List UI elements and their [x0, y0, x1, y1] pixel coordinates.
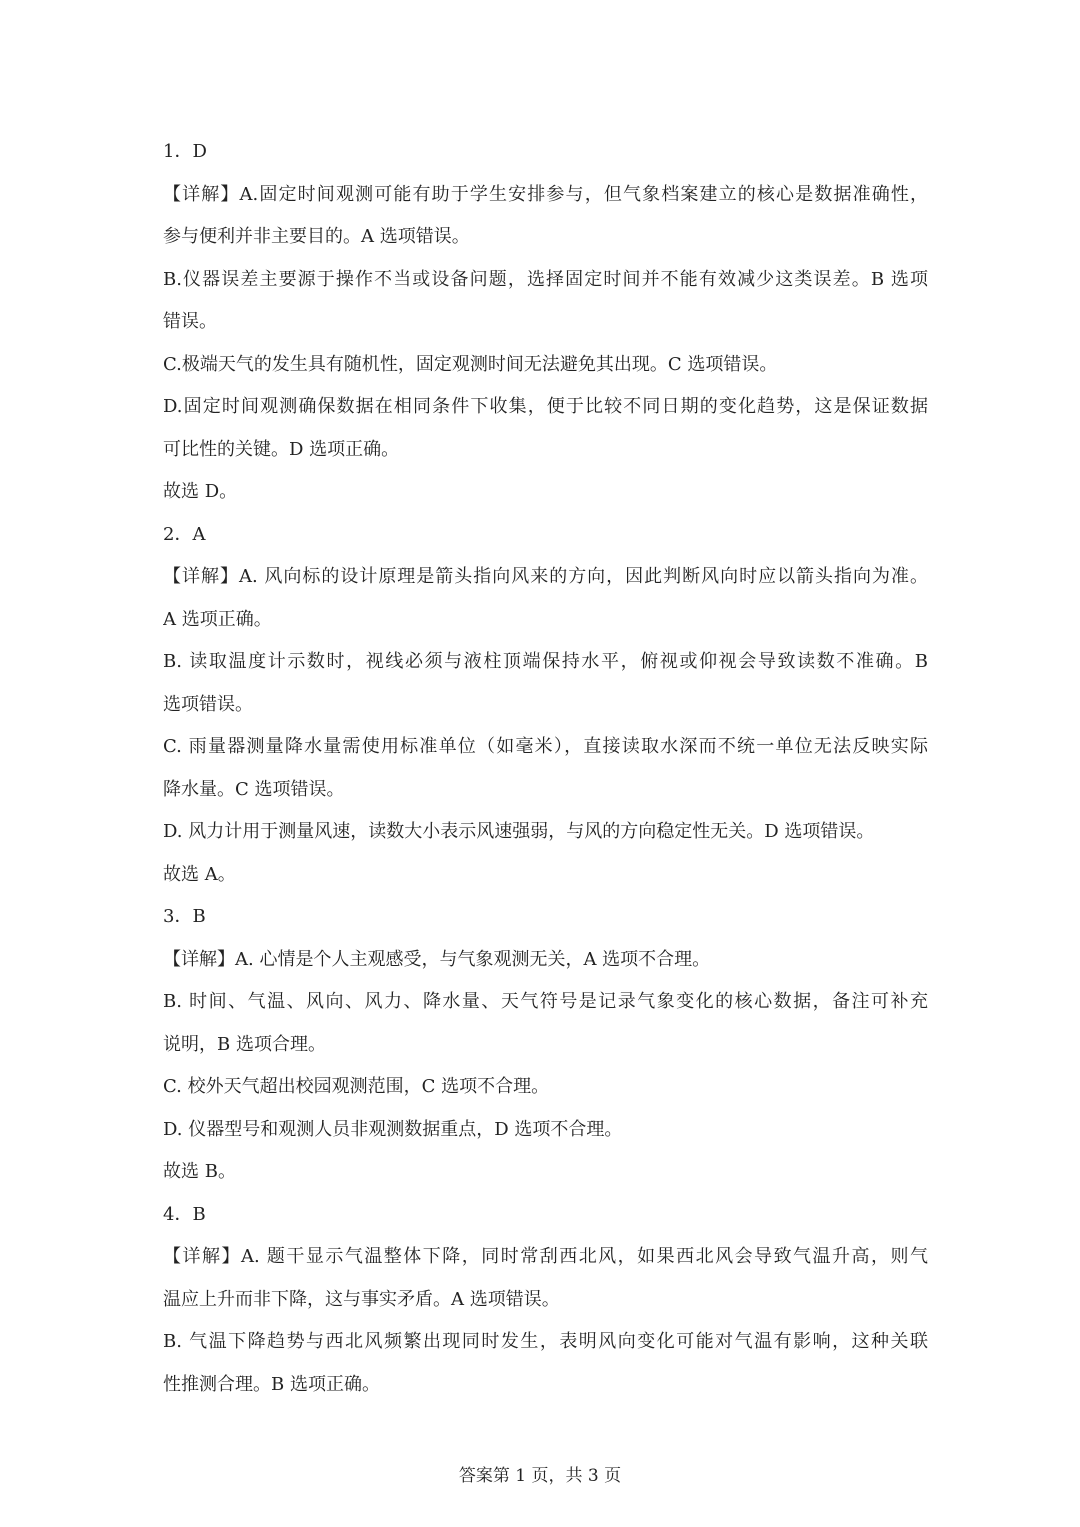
text-line: 【详解】A. 题干显示气温整体下降，同时常刮西北风，如果西北风会导致气温升高，则气 [163, 1246, 928, 1267]
text-line: 故选 D。 [163, 481, 238, 502]
page-footer: 答案第 1 页，共 3 页 [458, 1466, 622, 1486]
text-line: C. 雨量器测量降水量需使用标准单位（如毫米），直接读取水深而不统一单位无法反映实际 [163, 736, 928, 757]
text-line: 故选 A。 [163, 863, 236, 885]
text-line: 4．B [163, 1203, 206, 1225]
text-line: 降水量。C 选项错误。 [163, 778, 345, 800]
text-line: D.固定时间观测确保数据在相同条件下收集，便于比较不同日期的变化趋势，这是保证数据 [163, 396, 928, 417]
text-line: 1．D [163, 141, 207, 162]
text-line: 【详解】A. 风向标的设计原理是箭头指向风来的方向，因此判断风向时应以箭头指向为准。 [163, 566, 928, 587]
text-line: 【详解】A. 心情是个人主观感受，与气象观测无关，A 选项不合理。 [163, 948, 711, 970]
text-line: 可比性的关键。D 选项正确。 [163, 438, 400, 460]
text-line: 3．B [163, 906, 206, 927]
text-line: C. 校外天气超出校园观测范围，C 选项不合理。 [163, 1076, 550, 1097]
text-line: 2．A [163, 523, 206, 545]
text-line: B.仪器误差主要源于操作不当或设备问题，选择固定时间并不能有效减少这类误差。B 选项 [163, 268, 928, 290]
text-line: C.极端天气的发生具有随机性，固定观测时间无法避免其出现。C 选项错误。 [163, 353, 778, 375]
text-line: 【详解】A.固定时间观测可能有助于学生安排参与，但气象档案建立的核心是数据准确性， [163, 183, 928, 205]
text-line: 温应上升而非下降，这与事实矛盾。A 选项错误。 [163, 1288, 560, 1310]
answer-content [163, 131, 928, 1406]
text-line: 说明，B 选项合理。 [163, 1033, 326, 1055]
text-line: B. 气温下降趋势与西北风频繁出现同时发生，表明风向变化可能对气温有影响，这种关联 [163, 1331, 928, 1352]
text-line: 错误。 [163, 311, 217, 332]
text-line: 参与便利并非主要目的。A 选项错误。 [163, 226, 470, 247]
text-line: B. 读取温度计示数时，视线必须与液柱顶端保持水平，俯视或仰视会导致读数不准确。B [163, 651, 928, 672]
text-line: 性推测合理。B 选项正确。 [163, 1373, 380, 1395]
text-line: 选项错误。 [163, 693, 253, 715]
text-line: B. 时间、气温、风向、风力、降水量、天气符号是记录气象变化的核心数据，备注可补充 [163, 991, 928, 1012]
text-line: A 选项正确。 [163, 608, 272, 630]
text-line: D. 风力计用于测量风速，读数大小表示风速强弱，与风的方向稳定性无关。D 选项错误。 [163, 821, 875, 842]
text-line: D. 仪器型号和观测人员非观测数据重点，D 选项不合理。 [163, 1118, 623, 1140]
text-line: 故选 B。 [163, 1161, 236, 1182]
